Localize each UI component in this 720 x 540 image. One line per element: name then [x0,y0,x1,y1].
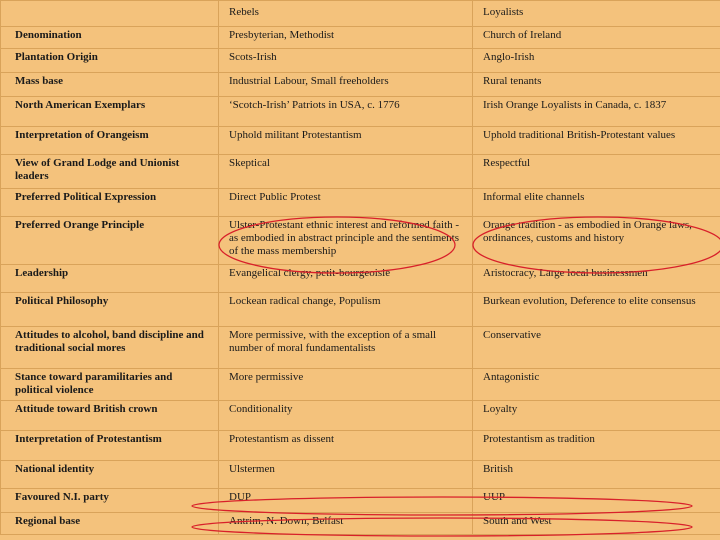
row-label: Leadership [1,265,219,293]
rebels-cell: More permissive, with the exception of a small number of moral fundamentalists [219,327,473,369]
row-label: Interpretation of Orangeism [1,127,219,155]
loyalists-cell: Orange tradition - as embodied in Orange laws, ordinances, customs and history [473,217,720,265]
rebels-cell: Evangelical clergy, petit-bourgeoisie [219,265,473,293]
row-label: Political Philosophy [1,293,219,327]
rebels-cell: Ulster-Protestant ethnic interest and reformed faith - as embodied in abstract principle and the sentiments of the mass membership [219,217,473,265]
table-row [1,97,720,127]
table-row [1,265,720,293]
table-row [1,401,720,431]
loyalists-cell: Aristocracy, Large local businessmen [473,265,720,293]
rebels-cell: Lockean radical change, Populism [219,293,473,327]
rebels-cell: Ulstermen [219,461,473,489]
row-label: Regional base [1,513,219,535]
rebels-cell: Antrim, N. Down, Belfast [219,513,473,535]
loyalists-cell: South and West [473,513,720,535]
rebels-cell: More permissive [219,369,473,401]
loyalists-cell: Anglo-Irish [473,49,720,73]
loyalists-cell: UUP [473,489,720,513]
table-row [1,73,720,97]
table-row [1,513,720,535]
row-label: Denomination [1,27,219,49]
loyalists-cell: Rural tenants [473,73,720,97]
row-label: Favoured N.I. party [1,489,219,513]
loyalists-cell: Church of Ireland [473,27,720,49]
header-row [1,1,720,27]
rebels-cell: Uphold militant Protestantism [219,127,473,155]
rebels-cell: ‘Scotch-Irish’ Patriots in USA, c. 1776 [219,97,473,127]
row-label: Plantation Origin [1,49,219,73]
row-label: National identity [1,461,219,489]
row-label: North American Exemplars [1,97,219,127]
table-row [1,293,720,327]
loyalists-cell: Antagonistic [473,369,720,401]
row-label: Attitude toward British crown [1,401,219,431]
rebels-cell: Skeptical [219,155,473,189]
header-corner [1,1,219,27]
table-row [1,489,720,513]
loyalists-cell: Burkean evolution, Deference to elite consensus [473,293,720,327]
row-label: View of Grand Lodge and Unionist leaders [1,155,219,189]
loyalists-cell: Informal elite channels [473,189,720,217]
rebels-cell: Presbyterian, Methodist [219,27,473,49]
loyalists-cell: Conservative [473,327,720,369]
table-row [1,327,720,369]
rebels-cell: Industrial Labour, Small freeholders [219,73,473,97]
loyalists-cell: British [473,461,720,489]
table-row [1,369,720,401]
table-row [1,461,720,489]
row-label: Interpretation of Protestantism [1,431,219,461]
row-label: Preferred Political Expression [1,189,219,217]
table-row [1,431,720,461]
rebels-cell: Protestantism as dissent [219,431,473,461]
row-label: Stance toward paramilitaries and political violence [1,369,219,401]
loyalists-cell: Respectful [473,155,720,189]
header-loyalists: Loyalists [473,1,720,27]
loyalists-cell: Irish Orange Loyalists in Canada, c. 1837 [473,97,720,127]
rebels-cell: Scots-Irish [219,49,473,73]
table-row [1,155,720,189]
loyalists-cell: Protestantism as tradition [473,431,720,461]
table-row [1,217,720,265]
rebels-cell: Conditionality [219,401,473,431]
row-label: Attitudes to alcohol, band discipline and traditional social mores [1,327,219,369]
loyalists-cell: Loyalty [473,401,720,431]
row-label: Mass base [1,73,219,97]
table-row [1,27,720,49]
rebels-cell: Direct Public Protest [219,189,473,217]
header-rebels: Rebels [219,1,473,27]
row-label: Preferred Orange Principle [1,217,219,265]
rebels-cell: DUP [219,489,473,513]
loyalists-cell: Uphold traditional British-Protestant values [473,127,720,155]
table-row [1,189,720,217]
table-row [1,49,720,73]
table-row [1,127,720,155]
